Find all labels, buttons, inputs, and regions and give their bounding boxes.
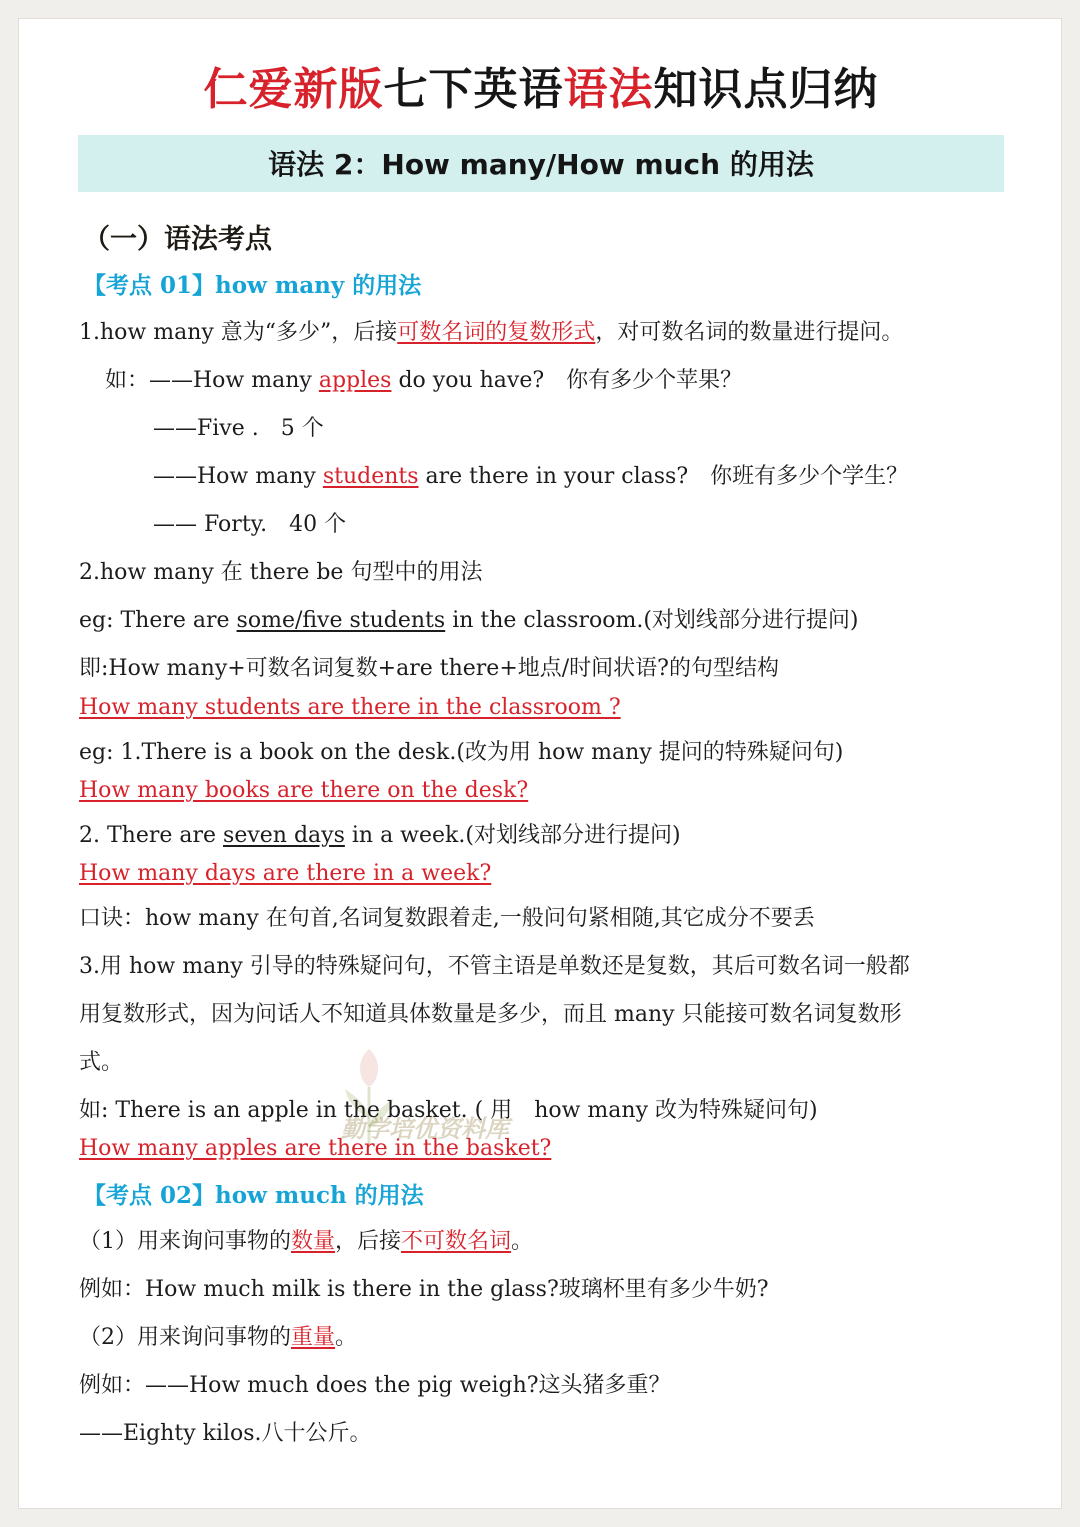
watermark-text: 勤学培优资料库: [341, 1115, 509, 1143]
rule-2: 2.how many 在 there be 句型中的用法: [79, 560, 483, 585]
much-rule-1-highlight-2: 不可数名词: [401, 1229, 512, 1254]
answer-2: How many books are there on the desk?: [79, 778, 529, 803]
eg-3-underlined: seven days: [223, 823, 345, 848]
much-example-1: 例如：How much milk is there in the glass?玻璃杯里有多少牛奶?: [79, 1277, 769, 1302]
rule-1-highlight: 可数名词的复数形式: [397, 320, 596, 345]
eg-3: [79, 818, 681, 849]
much-example-2-answer: ——Eighty kilos.八十公斤。: [79, 1421, 372, 1446]
much-rule-2-text-c: 。: [335, 1325, 358, 1350]
title-part-1: 仁爱新版: [203, 64, 384, 115]
much-rule-1-text-e: 。: [511, 1229, 534, 1254]
banner-title: 语法 2：How many/How much 的用法: [268, 148, 814, 181]
rule-1: [79, 315, 903, 346]
document-page: [18, 18, 1062, 1509]
rule-3-line-3: 式。: [79, 1050, 124, 1075]
much-rule-2-text-a: （2）用来询问事物的: [79, 1325, 291, 1350]
grammar-banner: [78, 135, 1004, 192]
example-1-text-a: 如：——How many: [105, 368, 319, 393]
answer-1: How many students are there in the classroom ?: [79, 695, 621, 720]
eg-1-underlined: some/five students: [236, 608, 446, 633]
rule-3-line-2: 用复数形式，因为问话人不知道具体数量是多少，而且 many 只能接可数名词复数形: [79, 1002, 902, 1027]
rule-3-line-1: 3.用 how many 引导的特殊疑问句，不管主语是单数还是复数，其后可数名词一般都: [79, 954, 910, 979]
example-2: ——Five . 5 个: [153, 416, 324, 441]
eg-1-text-a: eg: There are: [79, 608, 237, 633]
eg-1-text-c: in the classroom.(对划线部分进行提问): [445, 608, 859, 633]
rule-1-text-a: 1.how many 意为“多少”，后接: [79, 320, 398, 345]
eg-3-text-a: 2. There are: [79, 823, 224, 848]
rule-1-text-c: ，对可数名词的数量进行提问。: [595, 320, 904, 345]
much-rule-2: [79, 1320, 357, 1351]
point-01-heading: 【考点 01】how many 的用法: [83, 272, 422, 299]
much-rule-1-highlight-1: 数量: [291, 1229, 336, 1254]
example-3-text-a: ——How many: [153, 464, 323, 489]
answer-4: How many apples are there in the basket?: [79, 1136, 552, 1161]
eg-3-text-c: in a week.(对划线部分进行提问): [344, 823, 681, 848]
much-rule-1-text-c: ，后接: [335, 1229, 402, 1254]
eg-4: 如: There is an apple in the basket. ( 用 how many 改为特殊疑问句): [79, 1098, 818, 1123]
title-part-2: 七下英语: [383, 64, 564, 115]
answer-3: How many days are there in a week?: [79, 861, 492, 886]
example-1-highlight: apples: [318, 368, 392, 393]
point-02-heading: 【考点 02】how much 的用法: [83, 1182, 424, 1209]
much-rule-1: [79, 1224, 533, 1255]
example-1-text-c: do you have? 你有多少个苹果？: [391, 368, 743, 393]
much-rule-2-highlight: 重量: [291, 1325, 336, 1350]
title-part-4: 知识点归纳: [653, 64, 879, 115]
example-3: [153, 459, 908, 490]
page-title: [19, 53, 1063, 117]
example-1: [105, 363, 742, 394]
example-3-highlight: students: [322, 464, 419, 489]
example-4: —— Forty. 40 个: [153, 512, 347, 537]
title-part-3: 语法: [563, 64, 654, 115]
example-3-text-c: are there in your class? 你班有多少个学生？: [418, 464, 909, 489]
much-example-2: 例如：——How much does the pig weigh?这头猪多重？: [79, 1373, 671, 1398]
sentence-pattern: 即:How many+可数名词复数+are there+地点/时间状语?的句型结构: [79, 656, 779, 681]
eg-2: eg: 1.There is a book on the desk.(改为用 how many 提问的特殊疑问句): [79, 740, 844, 765]
section-heading: （一）语法考点: [83, 224, 272, 255]
much-rule-1-text-a: （1）用来询问事物的: [79, 1229, 291, 1254]
eg-1: [79, 603, 859, 634]
mnemonic: 口诀：how many 在句首,名词复数跟着走,一般问句紧相随,其它成分不要丢: [79, 906, 815, 931]
